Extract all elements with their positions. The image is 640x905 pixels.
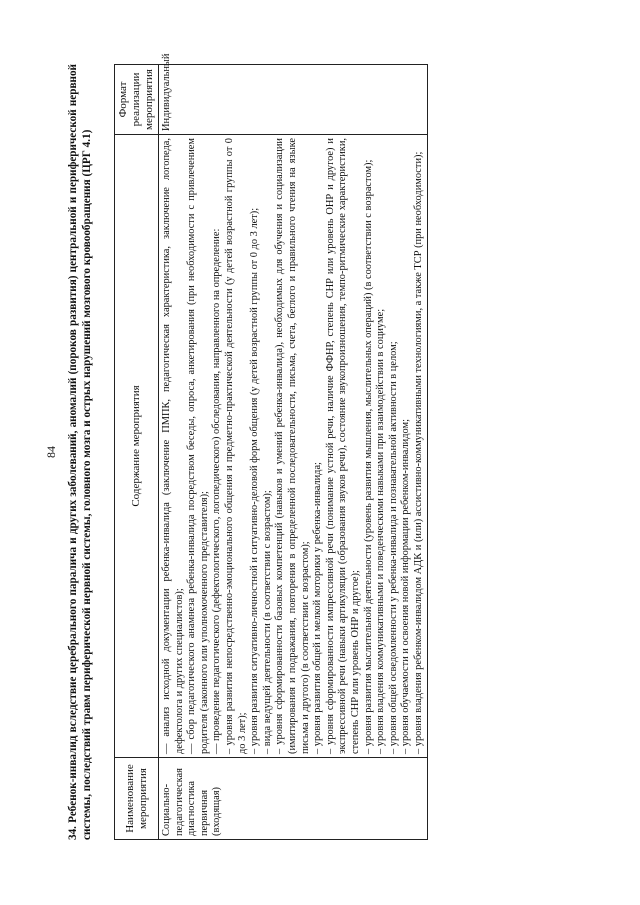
content-line: – вида ведущей деятельности (в соответствии с возрастом); (261, 490, 273, 754)
content-line: – уровня владения коммуникативными и поведенческими навыками при взаимодействии в социуме; (375, 308, 387, 754)
section-heading: 34. Ребенок-инвалид вследствие церебрального паралича и других заболеваний, аномалий (пороков развития) центральной и периферической нервной системы, последствий травм периферической нервной системы, головного мозга и острых нарушений мозгового кровообращения (ЦРГ 4.1) (67, 64, 93, 840)
content-line: – уровня развития мыслительной деятельности (уровень развития мышления, мыслительных операций) (в соответствии с возрастом); (362, 159, 374, 754)
content-line: – уровня развития ситуативно-личностной и ситуативно-деловой форм общения (у детей возрастной группы от 0 до 3 лет); (249, 207, 261, 754)
table-header-row (115, 65, 159, 840)
header-measure-content: Содержание мероприятия (115, 135, 159, 758)
header-measure-format: Формат реализации мероприятия (115, 65, 159, 135)
measure-content-cell (159, 135, 428, 758)
table-row (159, 65, 428, 840)
rotated-document (40, 42, 600, 862)
content-line: – уровня сформированности импрессивной речи (понимание устной речи, наличие ФФНР, степень СНР или уровень ОНР и другое) и экспрессивной речи (навыки артикуляции (образования звуков речи), состояние звукопроизношения, темпо-ритмические характеристики, степень СНР или уровень ОНР и другое); (324, 138, 361, 754)
content-line: — проведение педагогического (дефектологического, логопедического) обследования, направленного на определение: (211, 228, 223, 754)
measure-name-cell: Социально-педагогическая диагностика первичная (входящая) (159, 758, 428, 840)
page-number: 84 (44, 446, 58, 458)
content-line: – уровня развития общей и мелкой моторики у ребенка-инвалида; (312, 462, 324, 754)
content-line: – уровня обучаемости и освоения новой информации ребенком-инвалидом; (400, 419, 412, 754)
content-line: – уровня владения ребенком-инвалидом АДК и (или) ассистивно-коммуникативными технологиями, а также ТСР (при необходимости); (412, 151, 424, 754)
content-line: – уровня сформированности базовых компетенций (навыков и умений ребенка-инвалида), необходимых для обучения и социализации (имитирования и подражания, повторения в определенной последовательности, письма, счета, беглого и правильного чтения на языке письма и другого) (в соответствии с возрастом); (274, 138, 311, 754)
content-line: – уровня развития непосредственно-эмоционального общения и предметно-практической деятельности (у детей возрастной группы от 0 до 3 лет); (223, 138, 248, 754)
content-line: – уровня общей осведомленности у ребенка-инвалида и познавательной активности в целом; (387, 341, 399, 754)
content-line: — сбор педагогического анамнеза ребенка-инвалида посредством беседы, опроса, анкетирования (при необходимости с привлечением родителя (законного или уполномоченного представителя); (186, 138, 210, 754)
header-measure-name: Наименование мероприятия (115, 758, 159, 840)
measures-table (114, 53, 428, 840)
content-line: — анализ исходной документации ребенка-инвалида (заключение ПМПК, педагогическая характеристика, заключение логопеда, дефектолога и других специалистов); (161, 138, 185, 754)
measure-format-cell: Индивидуальный (159, 65, 428, 135)
